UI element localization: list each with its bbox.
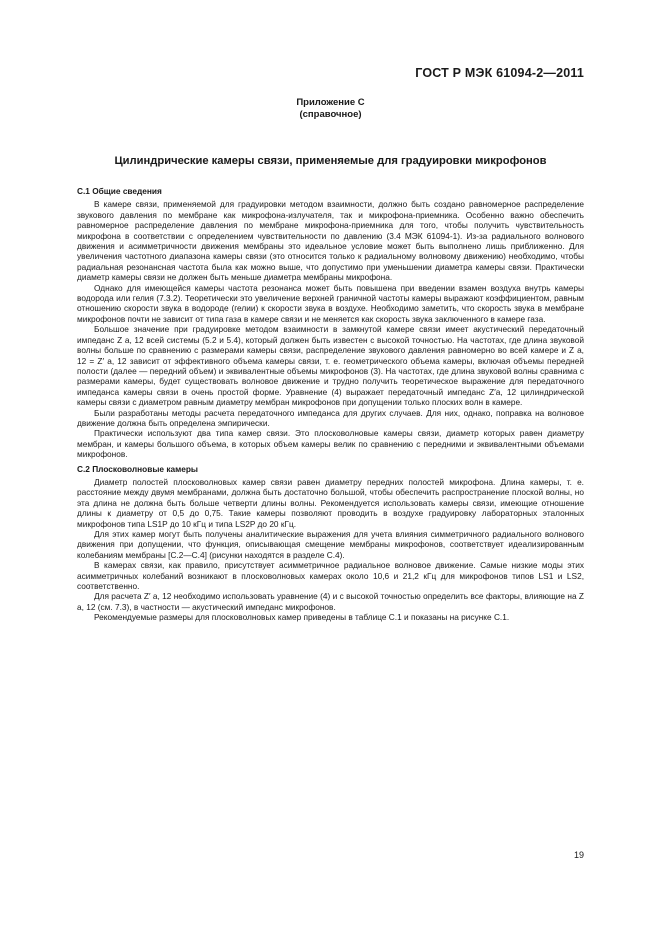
paragraph: Однако для имеющейся камеры частота резонанса может быть повышена при введении взамен воздуха внутрь камеры водорода или гелия (7.3.2). Теоретически это увеличение верхней граничной частоты камеры выражают коэффициентом, равным отношению скорости звука в водороде (гелии) к скорости звука в воздухе. Необходимо заметить, что скорость звука в мембране микрофонов почти не зависит от типа газа в камере связи и не меняется как скорость звука заключенного в камере газа.: [77, 282, 584, 324]
standard-designation: ГОСТ Р МЭК 61094-2—2011: [415, 66, 584, 80]
section-heading: С.2 Плосковолновые камеры: [77, 463, 199, 474]
paragraph: Для расчета Z′ a, 12 необходимо использовать уравнение (4) и с высокой точностью определить все факторы, влияющие на Z a, 12 (см. 7.3), в частности — акустический импеданс микрофонов.: [77, 591, 584, 612]
paragraph: В камере связи, применяемой для градуировки методом взаимности, должно быть создано равномерное распределение звукового давления по мембране как микрофона-излучателя, так и микрофона-приемника. Особенно важно обеспечить равномерное распределение давления по мембране микрофона-приемника для того, чтобы получить чувствительность микрофона в соответствии с определением чувствительности по давлению (3.4 МЭК 61094-1). Из-за радиального волнового движения и асимметричности движения мембраны это идеальное условие может быть выполнено лишь приближенно. Для увеличения частотного диапазона камеры связи (это относится только к радиальному волновому движению) необходимо, чтобы радиальная резонансная частота была как можно выше, что допустимо при уменьшении диаметра камеры связи. Практически диаметр камеры связи не должен быть меньше диаметра мембраны микрофона.: [77, 199, 584, 283]
annex-heading: [0, 97, 661, 121]
paragraph: Большое значение при градуировке методом взаимности в замкнутой камере связи имеет акустический передаточный импеданс Z a, 12 всей системы (5.2 и 5.4), который должен быть известен с высокой точностью. На частотах, где длина звуковой волны больше по сравнению с размерами камеры связи, распределение звукового давления равномерно во всей камере и Z a, 12 = Z′ a, 12 зависит от эффективного объема камеры связи, т. е. геометрического объема камеры, включая объемы передней полости (далее — передний объем) и эквивалентные объемы микрофонов (3). На частотах, где длина звуковой волны сравнима с размерами камеры, будет существовать волновое движение и трудно получить теоретическое выражение для передаточного импеданса камеры связи в очень простой форме. Уравнение (4) выражает передаточный импеданс Z′a, 12 цилиндрической камеры связи с диаметром равным диаметру мембран микрофонов при допущении только плоских волн в камере.: [77, 324, 584, 408]
paragraph: Были разработаны методы расчета передаточного импеданса для других случаев. Для них, однако, поправка на волновое движение должна быть определена эмпирически.: [77, 407, 584, 428]
annex-note: (справочное): [299, 109, 362, 120]
paragraph: В камерах связи, как правило, присутствует асимметричное радиальное волновое движение. Самые низкие моды этих асимметричных колебаний возникают в плосковолновых камерах около 10,6 и 21,2 кГц для микрофонов типов LS1 и LS2, соответственно.: [77, 560, 584, 592]
annex-label: Приложение С: [296, 97, 365, 108]
section-heading: С.1 Общие сведения: [77, 186, 162, 196]
paragraph: Для этих камер могут быть получены аналитические выражения для учета влияния симметричного радиального волнового движения при допущении, что функция, описывающая смещение мембраны микрофонов, соответствует идеализированным колебаниям мембраны [С.2—С.4] (рисунки находятся в разделе С.4).: [77, 529, 584, 560]
page-number: 19: [573, 850, 584, 860]
annex-title: Цилиндрические камеры связи, применяемые для градуировки микрофонов: [114, 155, 547, 167]
paragraph: Рекомендуемые размеры для плосковолновых камер приведены в таблице С.1 и показаны на рисунке С.1.: [94, 612, 510, 623]
paragraph: Диаметр полостей плосковолновых камер связи равен диаметру передних полостей микрофона. Длина камеры, т. е. расстояние между двумя мембранами, должна быть достаточно большой, чтобы обеспечить распространение плоской волны, но эта длина не должна быть больше четверти длины волны. Рекомендуется использовать камеры связи, имеющие отношение длины к диаметру от 0,5 до 0,75. Такие камеры позволяют проводить в воздухе градуировку лабораторных эталонных микрофонов типа LS1P до 10 кГц и типа LS2P до 20 кГц.: [77, 476, 584, 529]
document-body: [77, 186, 584, 623]
paragraph: Практически используют два типа камер связи. Это плосковолновые камеры связи, диаметр которых равен диаметру мембран, и камеры большого объема, в которых объем камеры велик по сравнению с передними и эквивалентными объемами микрофонов.: [77, 428, 584, 460]
